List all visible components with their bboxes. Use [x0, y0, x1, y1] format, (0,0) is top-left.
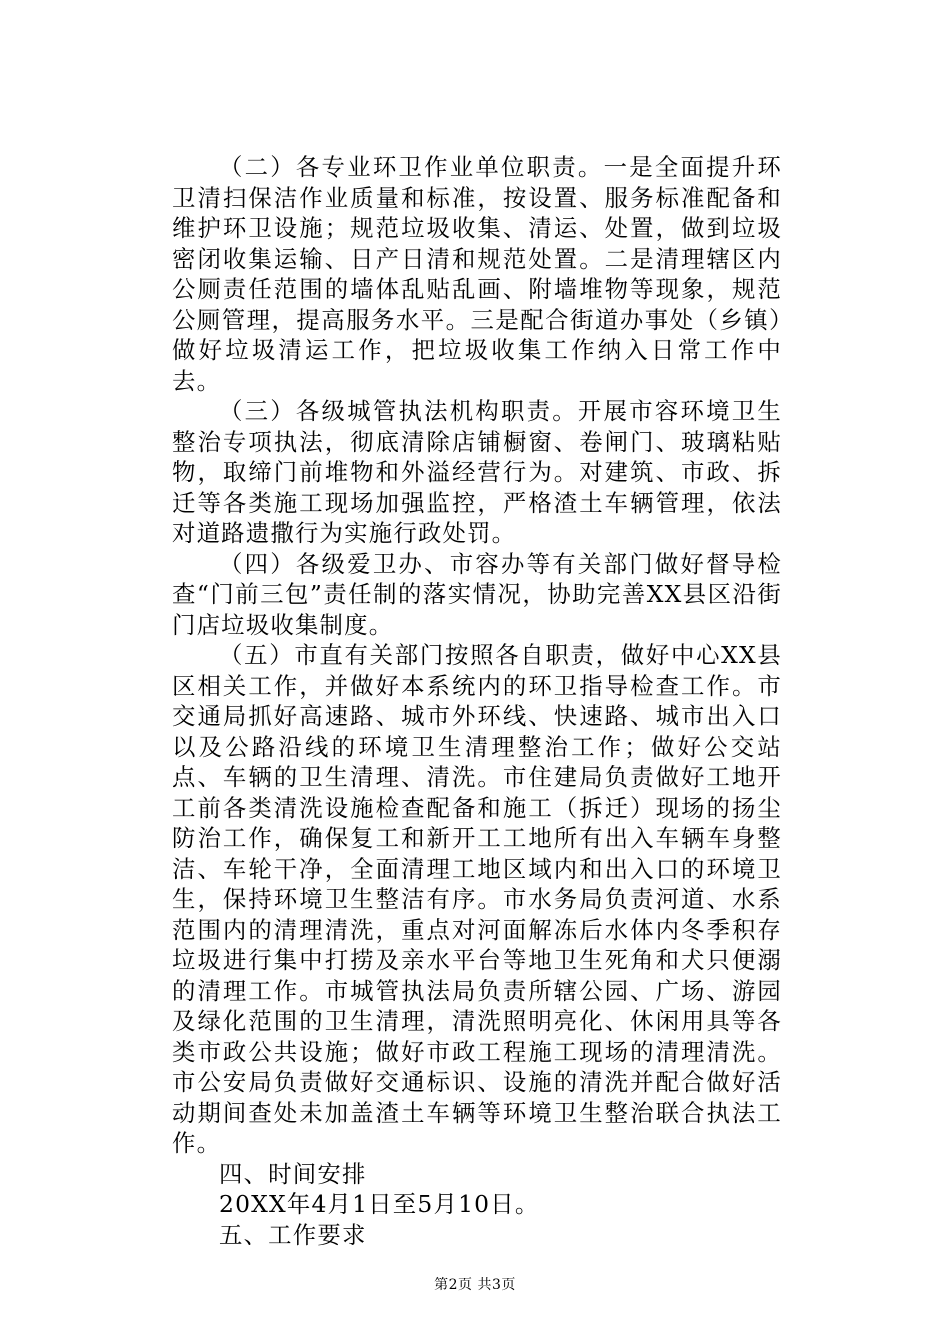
paragraph-duties-urban-enforcement: （三）各级城管执法机构职责。开展市容环境卫生整治专项执法，彻底清除店铺橱窗、卷闸门、玻璃粘贴物，取缔门前堆物和外溢经营行为。对建筑、市政、拆迁等各类施工现场加强监控，严格渣土车辆管理，依法对道路遗撒行为实施行政处罚。 — [172, 397, 782, 547]
paragraph-duties-supervision: （四）各级爱卫办、市容办等有关部门做好督导检查“门前三包”责任制的落实情况，协助完善XX县区沿街门店垃圾收集制度。 — [172, 549, 782, 639]
document-body — [172, 152, 782, 1250]
section-heading-schedule: 四、时间安排 — [219, 1159, 367, 1188]
paragraph-duties-city-departments: （五）市直有关部门按照各自职责，做好中心XX县区相关工作，并做好本系统内的环卫指导检查工作。市交通局抓好高速路、城市外环线、快速路、城市出入口以及公路沿线的环境卫生清理整治工作；做好公交站点、车辆的卫生清理、清洗。市住建局负责做好工地开工前各类清洗设施检查配备和施工（拆迁）现场的扬尘防治工作，确保复工和新开工工地所有出入车辆车身整洁、车轮干净，全面清理工地区域内和出入口的环境卫生，保持环境卫生整洁有序。市水务局负责河道、水系范围内的清理清洗，重点对河面解冻后水体内冬季积存垃圾进行集中打捞及亲水平台等地卫生死角和犬只便溺的清理工作。市城管执法局负责所辖公园、广场、游园及绿化范围的卫生清理，清洗照明亮化、休闲用具等各类市政公共设施；做好市政工程施工现场的清理清洗。市公安局负责做好交通标识、设施的清洗并配合做好活动期间查处未加盖渣土车辆等环境卫生整治联合执法工作。 — [172, 641, 782, 1157]
paragraph-duties-sanitation-units: （二）各专业环卫作业单位职责。一是全面提升环卫清扫保洁作业质量和标准，按设置、服务标准配备和维护环卫设施；规范垃圾收集、清运、处置，做到垃圾密闭收集运输、日产日清和规范处置。二是清理辖区内公厕责任范围的墙体乱贴乱画、附墙堆物等现象，规范公厕管理，提高服务水平。三是配合街道办事处（乡镇）做好垃圾清运工作，把垃圾收集工作纳入日常工作中去。 — [172, 153, 782, 395]
section-heading-requirements: 五、工作要求 — [219, 1220, 367, 1249]
paragraph-schedule-dates: 20XX年4月1日至5月10日。 — [219, 1190, 540, 1218]
page-number-footer: 第2页 共3页 — [434, 1277, 516, 1293]
